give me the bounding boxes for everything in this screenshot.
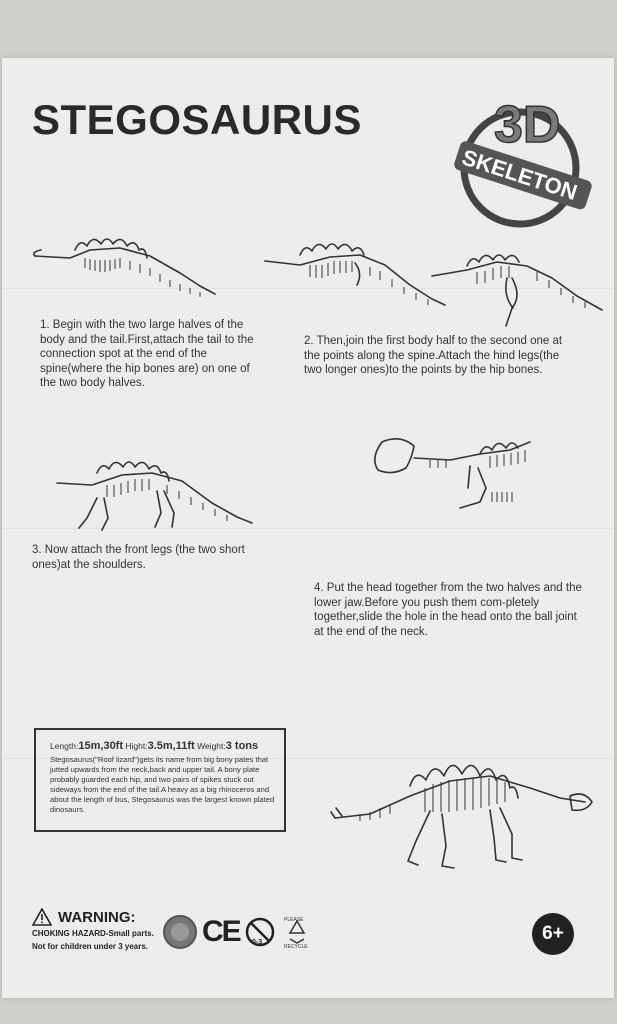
height-label: Hight: bbox=[125, 741, 148, 751]
instruction-sheet bbox=[2, 58, 614, 998]
weight-value: 3 tons bbox=[225, 740, 259, 752]
warning-heading: WARNING: bbox=[58, 908, 136, 926]
step3-skeleton-illustration bbox=[52, 443, 257, 543]
step-2-text: 2. Then,join the first body half to the second one at the points along the spine.Attach the hind legs(the two longer ones)to the points by the hip bones. bbox=[304, 335, 563, 376]
height-value: 3.5m,11ft bbox=[147, 740, 195, 752]
age-badge: 6+ bbox=[532, 913, 574, 955]
choking-hazard-text: CHOKING HAZARD-Small parts. bbox=[32, 929, 154, 938]
recycle-top-text: PLEASE bbox=[283, 917, 304, 923]
ce-mark: CE bbox=[202, 915, 240, 948]
warning-triangle-icon bbox=[32, 908, 52, 926]
certification-seal-icon bbox=[162, 914, 198, 950]
step-4-text: 4. Put the head together from the two halves and the lower jaw.Before you push them com-pletely together,slide the hole in the head onto the ball joint at the end of the neck. bbox=[314, 582, 582, 638]
weight-label: Weight: bbox=[197, 741, 226, 751]
recycle-icon bbox=[280, 915, 314, 949]
recycle-bottom-text: RECYCLE bbox=[283, 944, 308, 949]
stegosaurus-facts-box bbox=[34, 728, 286, 832]
step2-legs-illustration bbox=[427, 238, 607, 328]
length-value: 15m,30ft bbox=[78, 740, 124, 752]
step-1-text: 1. Begin with the two large halves of the body and the tail.First,attach the tail to the connection spot at the end of the spine(where the hip bones are) on one of the two body halves. bbox=[40, 319, 254, 389]
page-title: STEGOSAURUS bbox=[32, 96, 362, 143]
compliance-symbols bbox=[162, 914, 314, 950]
length-label: Length: bbox=[50, 741, 79, 751]
age-restriction-text: Not for children under 3 years. bbox=[32, 942, 149, 951]
step-3-text: 3. Now attach the front legs (the two short ones)at the shoulders. bbox=[32, 544, 245, 571]
age-symbol-text: 0-3 bbox=[251, 939, 262, 946]
warning-block bbox=[32, 908, 154, 952]
step4-head-illustration bbox=[370, 420, 540, 535]
step1-skeleton-illustration bbox=[30, 228, 220, 308]
age-0-3-prohibited-icon bbox=[244, 916, 276, 948]
step2-body-illustration bbox=[260, 233, 450, 323]
complete-skeleton-illustration bbox=[330, 726, 600, 886]
logo-skeleton-text: SKELETON bbox=[459, 144, 581, 206]
facts-description: Stegosaurus("Roof lizard")gets its name from big bony pates that jutted upwards from the neck,back and upper tail. A bony plate probably guarded each hip, and two pairs of spikes stuck out sideways from the end of the tail.A heavy as a big rhinoceros and about the length of bus, Stegosaurus was the largest known plated dinosaurs. bbox=[50, 755, 275, 814]
logo-3d-text: 3D bbox=[494, 96, 561, 154]
3d-skeleton-logo bbox=[442, 80, 602, 230]
stats-line bbox=[50, 740, 276, 752]
